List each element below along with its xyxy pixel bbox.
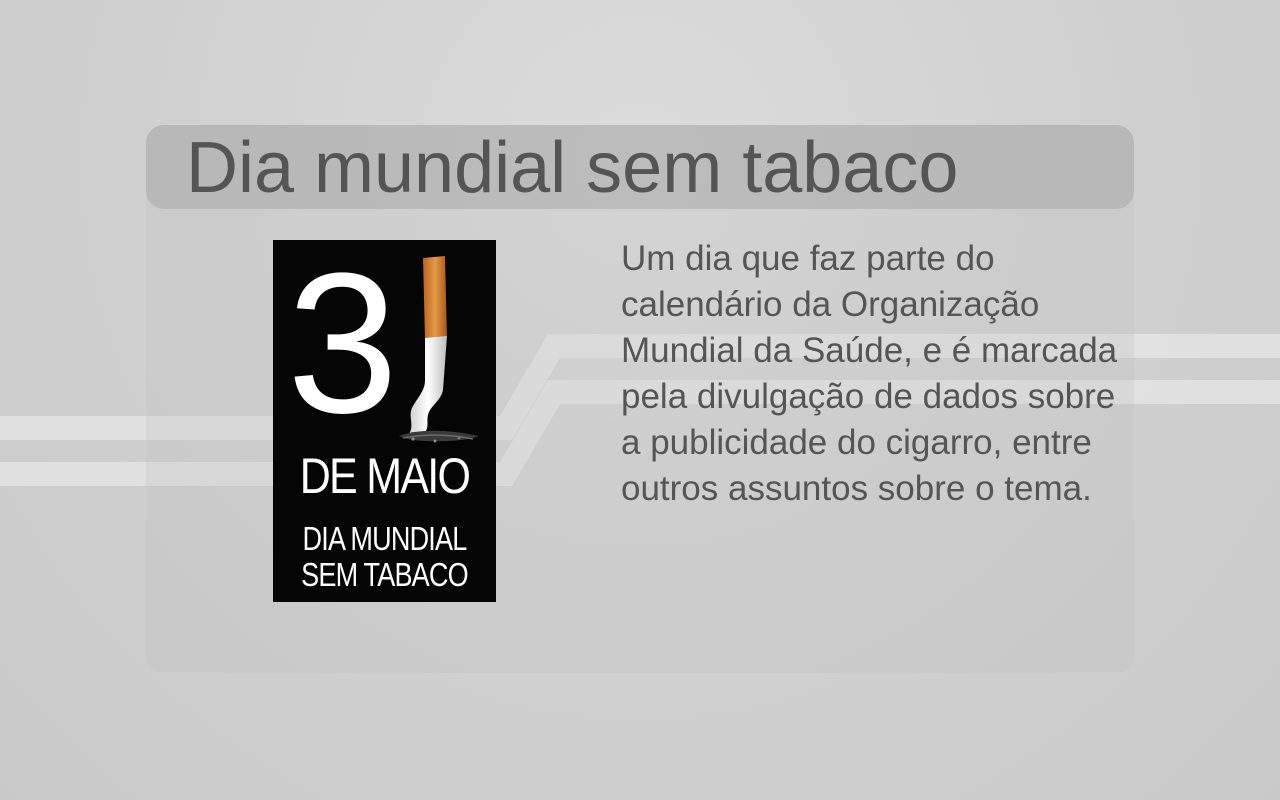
slide-body-text: Um dia que faz parte do calendário da Organização Mundial da Saúde, e é marcada pela divulgação de dados sobre a publicidade do cigarro, entre outros assuntos sobre o tema. (621, 239, 1118, 508)
campaign-poster (273, 240, 496, 602)
poster-month: DE MAIO (299, 448, 470, 504)
poster-line-1: DIA MUNDIAL (302, 520, 467, 557)
poster-line-2: SEM TABACO (301, 556, 468, 593)
poster-day: 3 (287, 240, 395, 455)
slide-title: Dia mundial sem tabaco (186, 128, 959, 208)
cigarette-butt-icon (399, 256, 479, 442)
